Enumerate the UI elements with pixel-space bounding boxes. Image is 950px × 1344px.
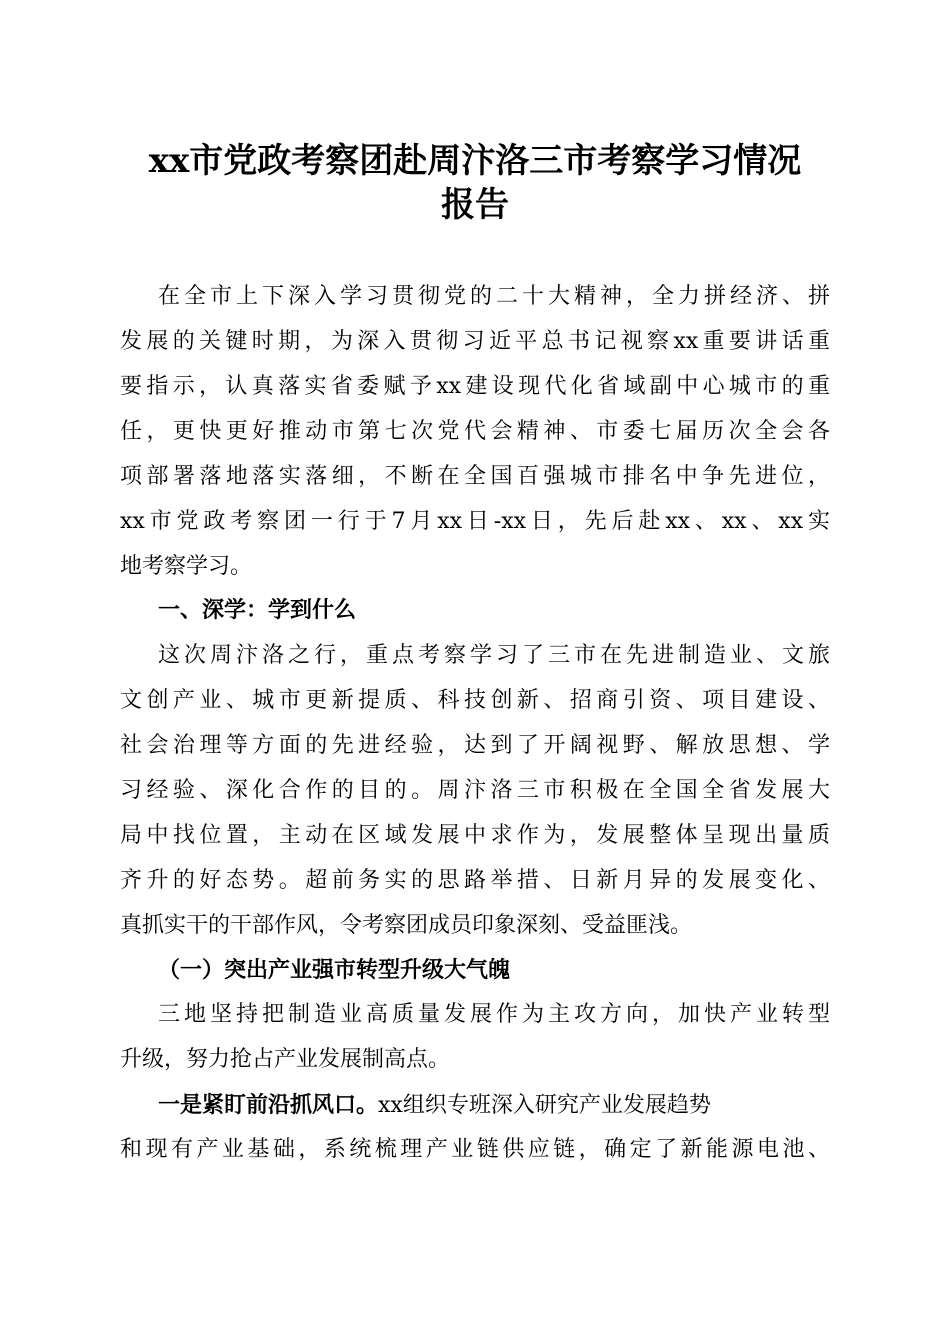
paragraph-line: 真抓实干的干部作风，令考察团成员印象深刻、受益匪浅。	[120, 913, 693, 938]
document-title-line-2: 报告	[441, 185, 509, 225]
paragraph-line: 发展的关键时期，为深入贯彻习近平总书记视察xx重要讲话重	[120, 329, 830, 354]
subsection-heading: （一）突出产业强市转型升级大气魄	[158, 957, 511, 983]
paragraph-line: 文创产业、城市更新提质、科技创新、招商引资、项目建设、	[120, 688, 830, 713]
paragraph-line: 齐升的好态势。超前务实的思路举措、日新月异的发展变化、	[120, 868, 830, 893]
paragraph-line: 社会治理等方面的先进经验，达到了开阔视野、解放思想、学	[120, 733, 830, 758]
paragraph-line: 局中找位置，主动在区域发展中求作为，发展整体呈现出量质	[120, 823, 830, 848]
paragraph-line	[158, 1090, 830, 1121]
paragraph-line: 习经验、深化合作的目的。周汴洛三市积极在全国全省发展大	[120, 778, 830, 803]
section-heading: 一、深学：学到什么	[158, 598, 357, 623]
paragraph-line: 三地坚持把制造业高质量发展作为主攻方向，加快产业转型	[158, 1002, 830, 1027]
paragraph-line: 和现有产业基础，系统梳理产业链供应链，确定了新能源电池、	[120, 1137, 830, 1162]
paragraph-line: 在全市上下深入学习贯彻党的二十大精神，全力拼经济、拼	[158, 284, 830, 309]
paragraph-line: 项部署落地落实落细，不断在全国百强城市排名中争先进位，	[120, 464, 830, 489]
paragraph-line: 要指示，认真落实省委赋予xx建设现代化省域副中心城市的重	[120, 374, 830, 399]
document-title-line-1: xx市党政考察团赴周汴洛三市考察学习情况	[148, 141, 802, 181]
paragraph-line: 任，更快更好推动市第七次党代会精神、市委七届历次全会各	[120, 419, 830, 444]
point-body: xx组织专班深入研究产业发展趋势	[378, 1093, 711, 1118]
point-lead-in: 一是紧盯前沿抓风口。	[158, 1092, 379, 1118]
paragraph-line: 地考察学习。	[120, 554, 253, 579]
paragraph-line: 这次周汴洛之行，重点考察学习了三市在先进制造业、文旅	[158, 643, 830, 668]
paragraph-line: 升级，努力抢占产业发展制高点。	[120, 1047, 451, 1072]
paragraph-line: xx市党政考察团一行于7月xx日-xx日，先后赴xx、xx、xx实	[120, 509, 830, 534]
